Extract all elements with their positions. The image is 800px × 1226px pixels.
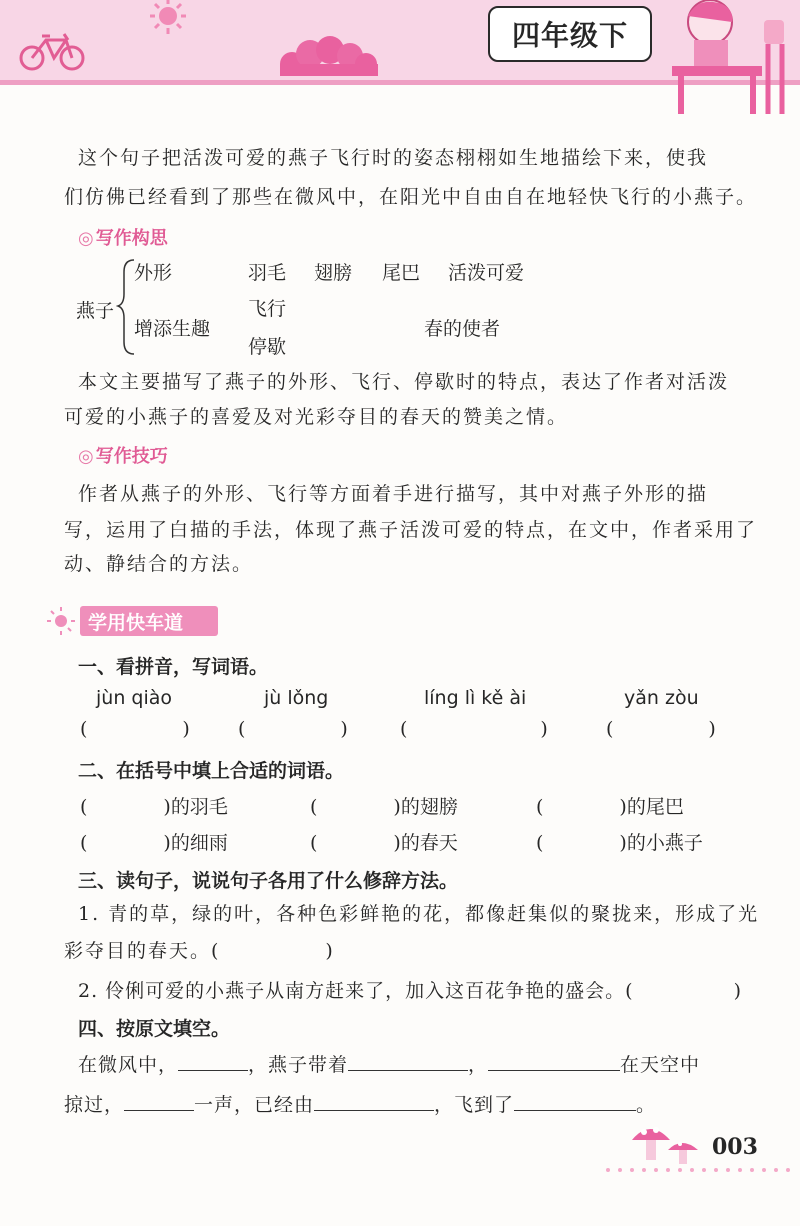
concept-summary-1: 本文主要描写了燕子的外形、飞行、停歇时的特点，表达了作者对活泼 xyxy=(78,371,730,393)
girl-at-desk-illustration xyxy=(664,0,794,118)
concept-branch-2: 增添生趣 xyxy=(134,318,211,340)
blank[interactable] xyxy=(124,1092,194,1111)
blank[interactable] xyxy=(178,1052,248,1071)
pinyin: jùn qiào xyxy=(96,687,173,709)
sentence-2: 2. 伶俐可爱的小燕子从南方赶来了，加入这百花争艳的盛会。( ) xyxy=(78,980,742,1002)
sentence-1a: 1. 青的草，绿的叶，各种色彩鲜艳的花，都像赶集似的聚拢来，形成了光 xyxy=(78,903,760,925)
question-2-title: 二、在括号中填上合适的词语。 xyxy=(78,760,345,782)
concept-item: 羽毛 xyxy=(248,262,287,284)
intro-line-1: 这个句子把活泼可爱的燕子飞行时的姿态栩栩如生地描绘下来，使我 xyxy=(78,147,709,169)
blank[interactable] xyxy=(514,1092,636,1111)
concept-item: 飞行 xyxy=(248,298,287,320)
answer-paren[interactable]: ( ) xyxy=(238,718,348,740)
concept-branch-1: 外形 xyxy=(134,262,173,284)
blank[interactable] xyxy=(348,1052,468,1071)
concept-item: 停歇 xyxy=(248,336,287,358)
technique-line-1: 作者从燕子的外形、飞行等方面着手进行描写，其中对燕子外形的描 xyxy=(78,483,709,505)
answer-paren[interactable]: ( ) xyxy=(400,718,548,740)
technique-line-3: 动、静结合的方法。 xyxy=(64,553,254,575)
intro-line-2: 们仿佛已经看到了那些在微风中，在阳光中自由自在地轻快飞行的小燕子。 xyxy=(64,186,758,208)
answer-paren[interactable]: ( ) xyxy=(606,718,716,740)
grade-label: 四年级下 xyxy=(488,6,652,62)
technique-line-2: 写，运用了白描的手法，体现了燕子活泼可爱的特点，在文中，作者采用了 xyxy=(64,519,758,541)
fill-item[interactable]: ( )的尾巴 xyxy=(536,796,684,818)
bicycle-icon xyxy=(18,28,88,72)
fill-item[interactable]: ( )的羽毛 xyxy=(80,796,228,818)
question-1-title: 一、看拼音，写词语。 xyxy=(78,656,269,678)
fill-item[interactable]: ( )的小燕子 xyxy=(536,832,703,854)
concept-item: 尾巴 xyxy=(382,262,421,284)
concept-heading: ◎ 写作构思 xyxy=(78,228,168,249)
fill-line-2: 掠过， 一声，已经由 ，飞到了 。 xyxy=(64,1094,657,1116)
pinyin: líng lì kě ài xyxy=(424,687,527,709)
exercise-badge: 学用快车道 xyxy=(80,606,218,636)
page-number: 003 xyxy=(712,1134,758,1160)
dotted-border xyxy=(600,1160,800,1180)
fill-item[interactable]: ( )的春天 xyxy=(310,832,458,854)
question-4-title: 四、按原文填空。 xyxy=(78,1018,231,1040)
blank[interactable] xyxy=(314,1092,434,1111)
concept-item: 活泼可爱 xyxy=(448,262,525,284)
fill-item[interactable]: ( )的翅膀 xyxy=(310,796,458,818)
question-3-title: 三、读句子，说说句子各用了什么修辞方法。 xyxy=(78,870,459,892)
technique-heading: ◎ 写作技巧 xyxy=(78,446,168,467)
sun-icon xyxy=(140,0,196,40)
sun-icon xyxy=(44,606,78,636)
pinyin: yǎn zòu xyxy=(624,687,699,709)
concept-root: 燕子 xyxy=(76,300,115,322)
fill-item[interactable]: ( )的细雨 xyxy=(80,832,228,854)
pinyin: jù lǒng xyxy=(264,687,329,709)
sentence-1b: 彩夺目的春天。( ) xyxy=(64,940,335,962)
flower-bush-icon xyxy=(272,36,382,76)
concept-result: 春的使者 xyxy=(424,318,501,340)
concept-item: 翅膀 xyxy=(314,262,353,284)
concept-summary-2: 可爱的小燕子的喜爱及对光彩夺目的春天的赞美之情。 xyxy=(64,406,569,428)
blank[interactable] xyxy=(488,1052,620,1071)
fill-line-1: 在微风中， ，燕子带着 ， 在天空中 xyxy=(78,1054,701,1076)
answer-paren[interactable]: ( ) xyxy=(80,718,190,740)
